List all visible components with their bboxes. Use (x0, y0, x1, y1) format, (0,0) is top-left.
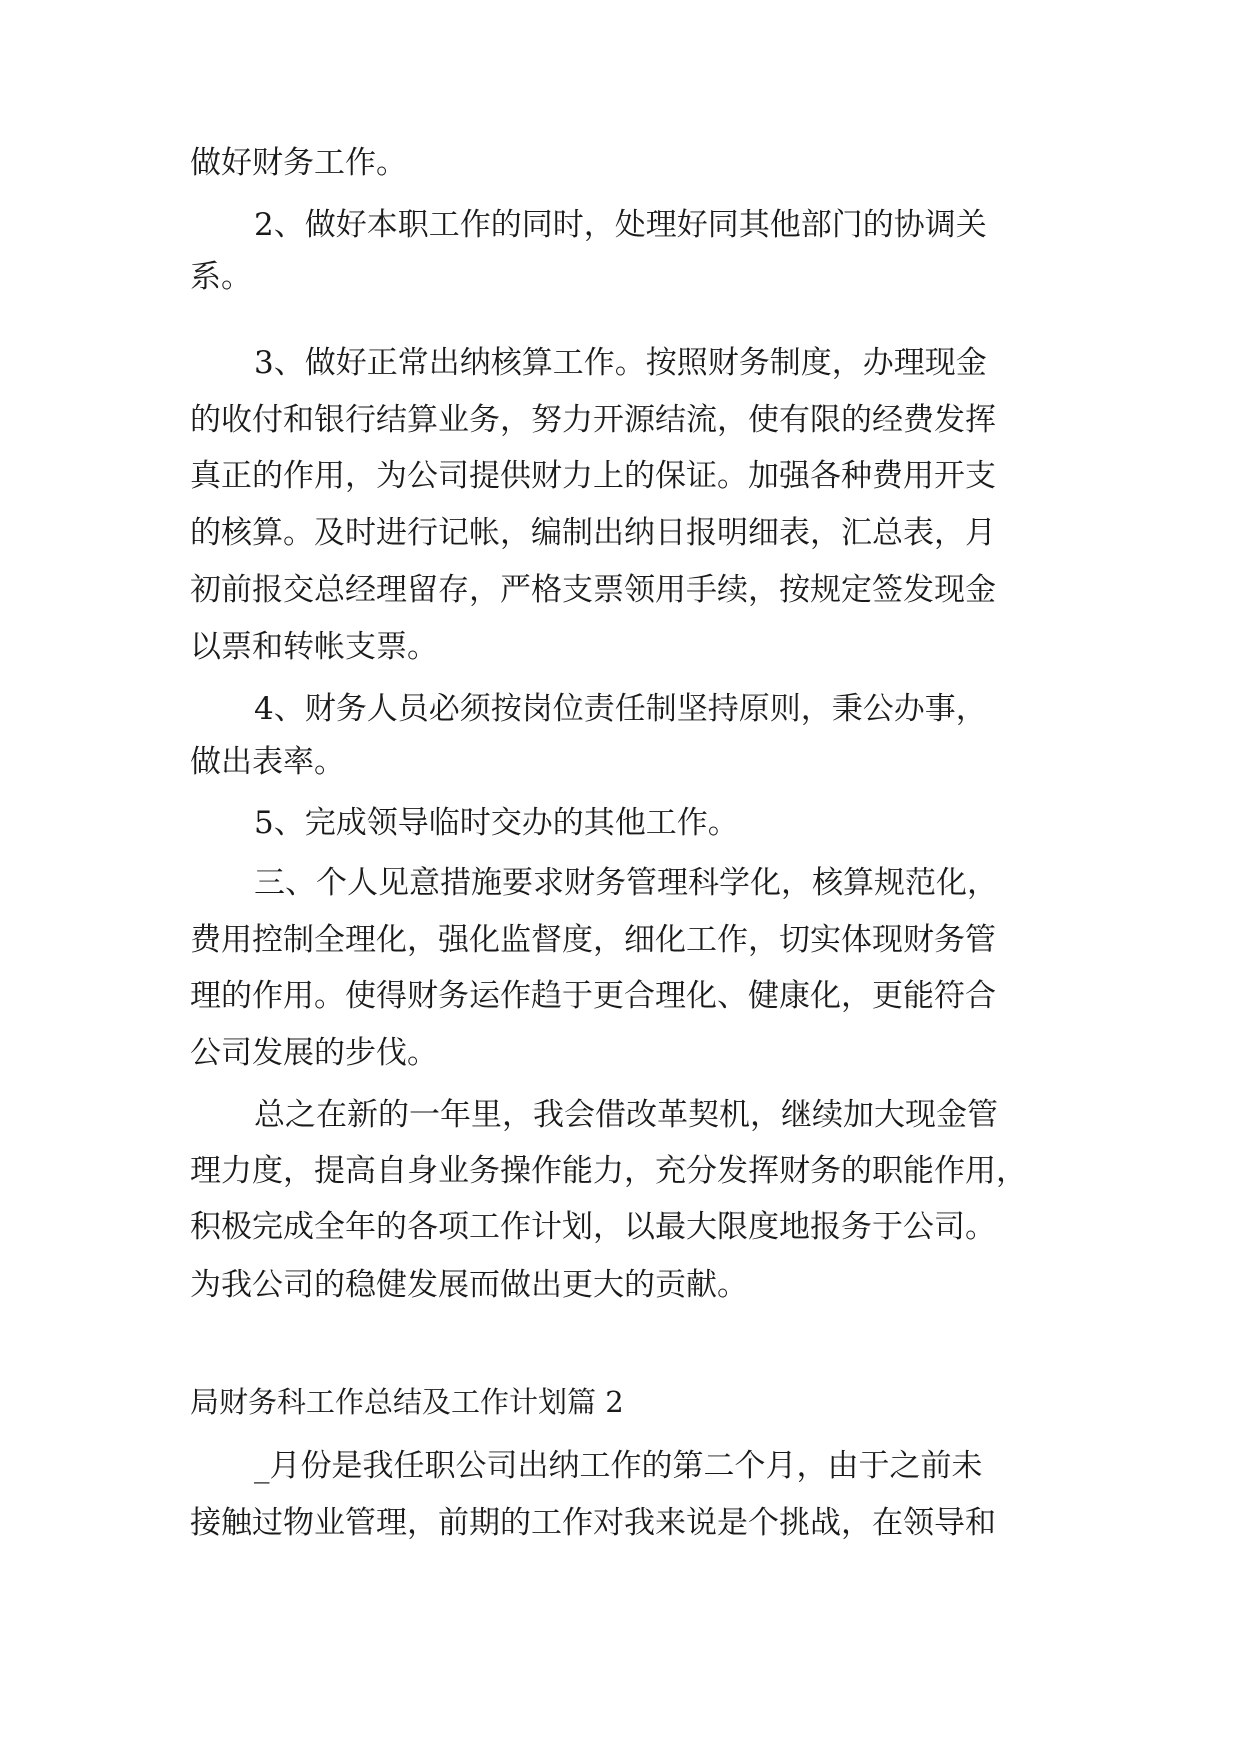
text-line: 系。 (190, 259, 252, 295)
text-line: 2、做好本职工作的同时，处理好同其他部门的协调关 (254, 207, 987, 243)
text-line: 费用控制全理化，强化监督度，细化工作，切实体现财务管 (190, 922, 996, 958)
text-line: 为我公司的稳健发展而做出更大的贡献。 (190, 1267, 748, 1303)
text-line: 做好财务工作。 (190, 145, 407, 181)
section-heading: 局财务科工作总结及工作计划篇 2 (190, 1385, 624, 1419)
text-line: _月份是我任职公司出纳工作的第二个月，由于之前未 (254, 1448, 983, 1484)
text-line: 5、完成领导临时交办的其他工作。 (254, 805, 739, 841)
text-line: 接触过物业管理，前期的工作对我来说是个挑战，在领导和 (190, 1505, 996, 1541)
text-line: 初前报交总经理留存，严格支票领用手续，按规定签发现金 (190, 572, 996, 608)
text-line: 的核算。及时进行记帐，编制出纳日报明细表，汇总表，月 (190, 515, 996, 551)
text-line: 3、做好正常出纳核算工作。按照财务制度，办理现金 (254, 345, 987, 381)
text-line: 积极完成全年的各项工作计划，以最大限度地报务于公司。 (190, 1209, 996, 1245)
text-line: 做出表率。 (190, 744, 345, 780)
text-line: 的收付和银行结算业务，努力开源结流，使有限的经费发挥 (190, 402, 996, 438)
text-line: 公司发展的步伐。 (190, 1035, 438, 1071)
text-line: 4、财务人员必须按岗位责任制坚持原则，秉公办事， (254, 691, 987, 727)
text-line: 理的作用。使得财务运作趋于更合理化、健康化，更能符合 (190, 978, 996, 1014)
text-line: 三、个人见意措施要求财务管理科学化，核算规范化， (254, 865, 998, 901)
text-line: 总之在新的一年里，我会借改革契机，继续加大现金管 (254, 1097, 998, 1133)
text-line: 以票和转帐支票。 (190, 629, 438, 665)
text-line: 真正的作用，为公司提供财力上的保证。加强各种费用开支 (190, 458, 996, 494)
text-line: 理力度，提高自身业务操作能力，充分发挥财务的职能作用， (190, 1153, 1027, 1189)
